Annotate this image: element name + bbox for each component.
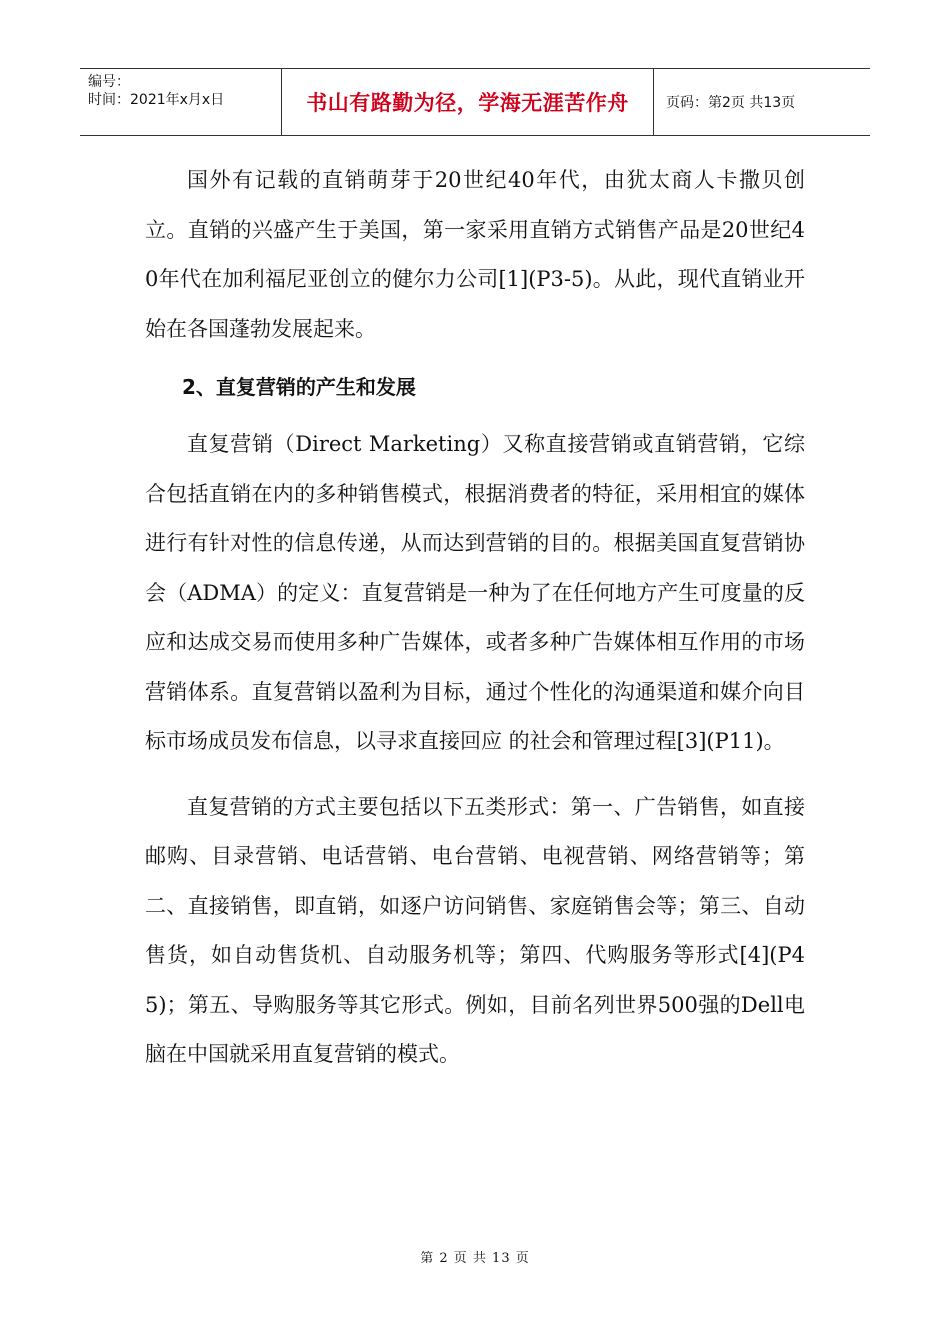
paragraph: 直复营销（Direct Marketing）又称直接营销或直销营销，它综合包括直销在内的多种销售模式，根据消费者的特征，采用相宜的媒体进行有针对性的信息传递，从而达到营销的目的。根据美国直复营销协会（ADMA）的定义：直复营销是一种为了在任何地方产生可度量的反应和达成交易而使用多种广告媒体，或者多种广告媒体相互作用的市场营销体系。直复营销以盈利为目标，通过个性化的沟通渠道和媒介向目标市场成员发布信息，以寻求直接回应 的社会和管理过程[3](P11)。 — [145, 432, 805, 753]
motto: 书山有路勤为径，学海无涯苦作舟 — [306, 91, 629, 115]
page-header — [80, 68, 870, 136]
number-label: 编号： — [88, 74, 130, 90]
header-page-code-cell — [654, 69, 870, 135]
header-meta — [80, 69, 282, 135]
paragraph: 直复营销的方式主要包括以下五类形式：第一、广告销售，如直接邮购、目录营销、电话营销、电台营销、电视营销、网络营销等；第二、直接销售，即直销，如逐户访问销售、家庭销售会等；第三、自动售货，如自动售货机、自动服务机等；第四、代购服务等形式[4](P45)；第五、导购服务等其它形式。例如，目前名列世界500强的Dell电脑在中国就采用直复营销的模式。 — [145, 794, 805, 1066]
section-heading: 2、直复营销的产生和发展 — [182, 375, 416, 399]
page-code: 页码：第2页 共13页 — [666, 95, 796, 111]
time-label: 时间：2021年x月x日 — [88, 92, 225, 108]
paragraph: 国外有记载的直销萌芽于20世纪40年代，由犹太商人卡撒贝创立。直销的兴盛产生于美国，第一家采用直销方式销售产品是20世纪40年代在加利福尼亚创立的健尔力公司[1](P3-5)。从此，现代直销业开始在各国蓬勃发展起来。 — [145, 168, 805, 341]
header-motto-cell — [282, 69, 654, 135]
page-footer: 第 2 页 共 13 页 — [420, 1251, 530, 1266]
document-body — [145, 156, 805, 1080]
